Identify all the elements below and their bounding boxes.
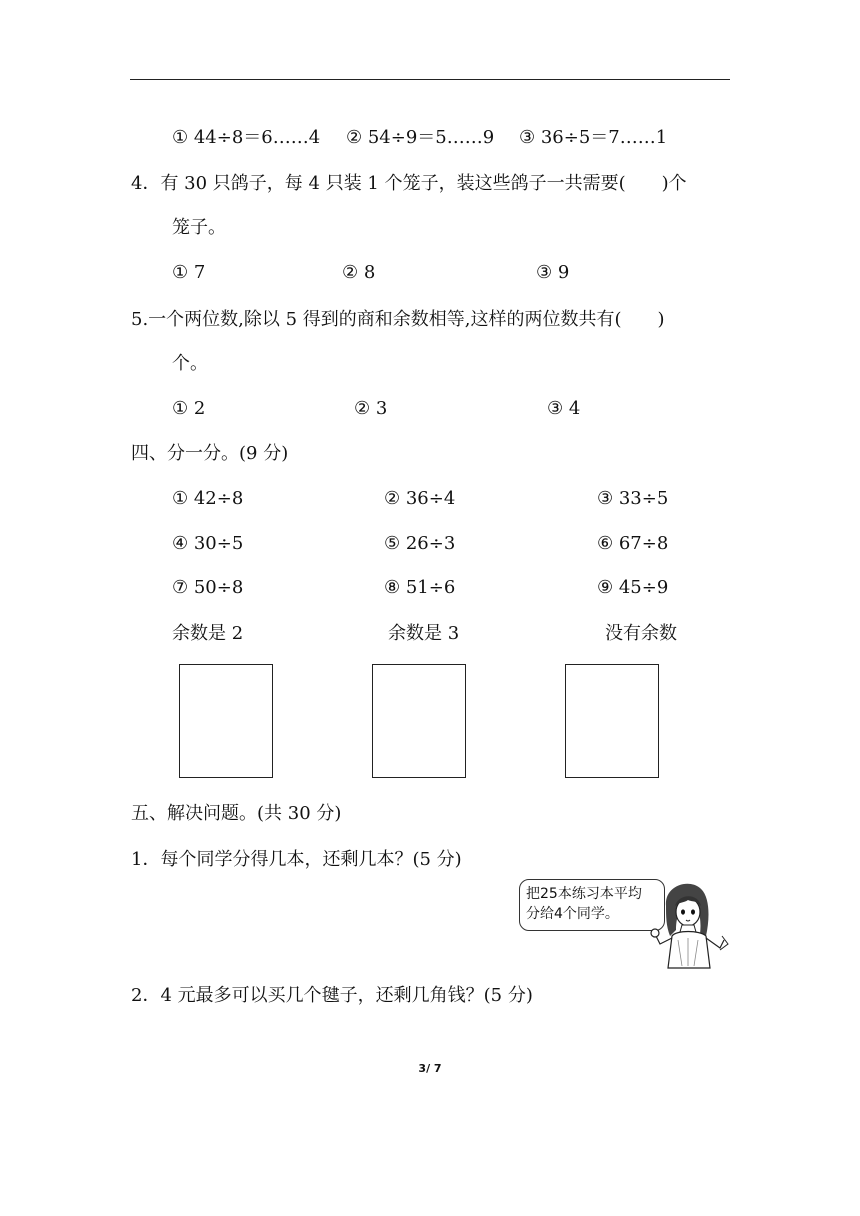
q4-option-3: ③ 9	[536, 262, 570, 283]
division-item-2: ② 36÷4	[384, 488, 456, 509]
q5-stem-line1: 5.一个两位数,除以 5 得到的商和余数相等,这样的两位数共有( )	[131, 309, 665, 330]
page-number: 3/ 7	[418, 1062, 442, 1075]
bubble-line-2: 分给4个同学。	[526, 906, 619, 922]
division-item-4: ④ 30÷5	[172, 533, 244, 554]
problem-2: 2．4 元最多可以买几个毽子，还剩几角钱？(5 分)	[131, 985, 533, 1006]
bubble-line-1: 把25本练习本平均	[526, 886, 642, 902]
division-item-6: ⑥ 67÷8	[597, 533, 669, 554]
answer-box-no-remainder[interactable]	[565, 664, 659, 778]
q4-stem-line1: 4．有 30 只鸽子，每 4 只装 1 个笼子，装这些鸽子一共需要( )个	[131, 173, 687, 194]
group-label-remainder-3: 余数是 3	[388, 623, 460, 644]
girl-illustration	[648, 878, 732, 970]
q4-option-1: ① 7	[172, 262, 206, 283]
q5-stem-line2: 个。	[172, 353, 208, 374]
problem-1: 1．每个同学分得几本，还剩几本？(5 分)	[131, 849, 462, 870]
q5-option-3: ③ 4	[547, 398, 581, 419]
q5-option-2: ② 3	[354, 398, 388, 419]
section5-heading: 五、解决问题。(共 30 分)	[131, 803, 342, 824]
group-label-no-remainder: 没有余数	[605, 623, 677, 644]
q3-option-2: ② 54÷9＝5……9	[346, 127, 495, 148]
division-item-5: ⑤ 26÷3	[384, 533, 456, 554]
q5-option-1: ① 2	[172, 398, 206, 419]
division-item-3: ③ 33÷5	[597, 488, 669, 509]
division-item-7: ⑦ 50÷8	[172, 577, 244, 598]
q3-option-3: ③ 36÷5＝7……1	[519, 127, 668, 148]
q3-option-1: ① 44÷8＝6……4	[172, 127, 321, 148]
group-label-remainder-2: 余数是 2	[172, 623, 244, 644]
q4-option-2: ② 8	[342, 262, 376, 283]
header-rule	[130, 79, 730, 80]
speech-bubble	[519, 879, 665, 931]
answer-box-remainder-3[interactable]	[372, 664, 466, 778]
answer-box-remainder-2[interactable]	[179, 664, 273, 778]
division-item-8: ⑧ 51÷6	[384, 577, 456, 598]
q4-stem-line2: 笼子。	[172, 217, 226, 238]
section4-heading: 四、分一分。(9 分)	[131, 443, 289, 464]
division-item-1: ① 42÷8	[172, 488, 244, 509]
division-item-9: ⑨ 45÷9	[597, 577, 669, 598]
